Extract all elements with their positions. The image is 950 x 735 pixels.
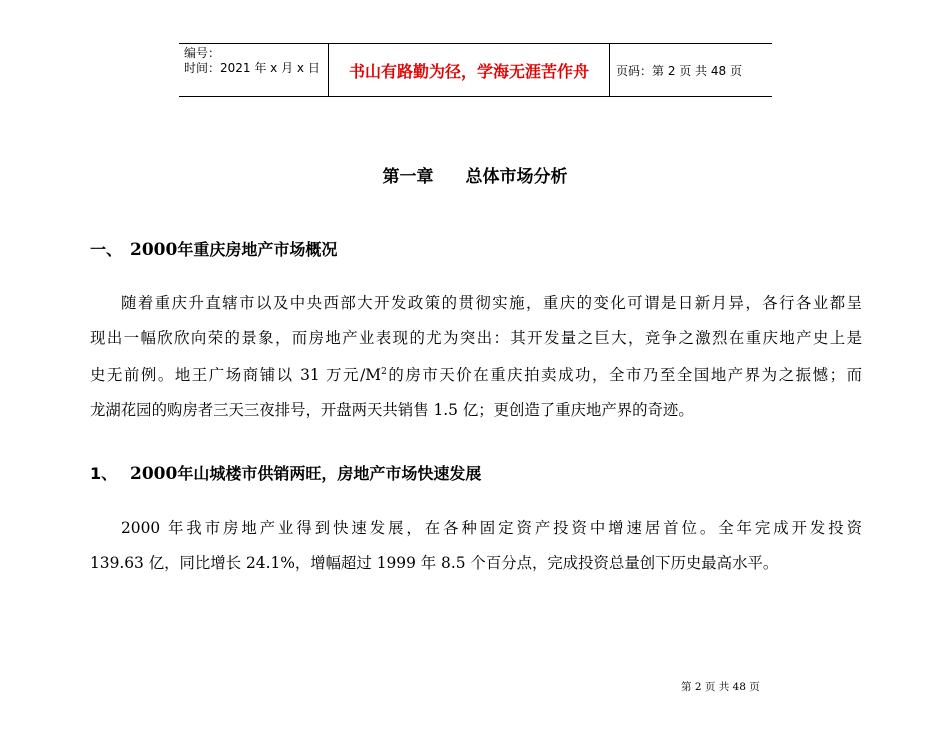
- paragraph-2: [90, 511, 862, 580]
- header-meta-cell: [179, 44, 329, 96]
- section-title: 年重庆房地产市场概况: [177, 240, 338, 259]
- section-title: 年山城楼市供销两旺，房地产市场快速发展: [177, 464, 482, 483]
- serial-label: 编号：: [184, 46, 221, 60]
- chapter-title: 第一章 总体市场分析: [382, 167, 568, 187]
- header-page-info: 页码：第 2 页 共 48 页: [616, 63, 742, 78]
- page-footer: 第 2 页 共 48 页: [681, 681, 760, 693]
- paragraph-line: 龙湖花园的购房者三天三夜排号，开盘两天共销售 1.5 亿；更创造了重庆地产界的奇迹。: [90, 400, 694, 419]
- paragraph-1: [90, 286, 862, 427]
- section-heading-2: [90, 461, 481, 484]
- section-number: 一、: [90, 240, 123, 259]
- paragraph-line: 史无前例。地王广场商铺以 31 万元$/M^2$的房市天价在重庆拍卖成功，全市乃至全国地产界为之振憾；而: [90, 366, 862, 385]
- header-motto: 书山有路勤为径，学海无涯苦作舟: [329, 44, 610, 96]
- time-label: 时间：2021 年 x 月 x 日: [184, 61, 320, 75]
- section-number: 1、: [90, 464, 118, 483]
- paragraph-line: 2000 年我市房地产业得到快速发展，在各种固定资产投资中增速居首位。全年完成开发投资: [121, 519, 862, 537]
- paragraph-line: 随着重庆升直辖市以及中央西部大开发政策的贯彻实施，重庆的变化可谓是日新月异，各行各业都呈: [121, 294, 862, 312]
- page-header: [179, 43, 772, 97]
- paragraph-line: 139.63 亿，同比增长 24.1%，增幅超过 1999 年 8.5 个百分点，完成投资总量创下历史最高水平。: [90, 553, 779, 572]
- section-year: 2000: [130, 464, 178, 484]
- section-heading-1: [90, 237, 337, 260]
- section-year: 2000: [130, 240, 178, 260]
- paragraph-line: 现出一幅欣欣向荣的景象，而房地产业表现的尤为突出：其开发量之巨大，竞争之激烈在重庆地产史上是: [90, 328, 862, 347]
